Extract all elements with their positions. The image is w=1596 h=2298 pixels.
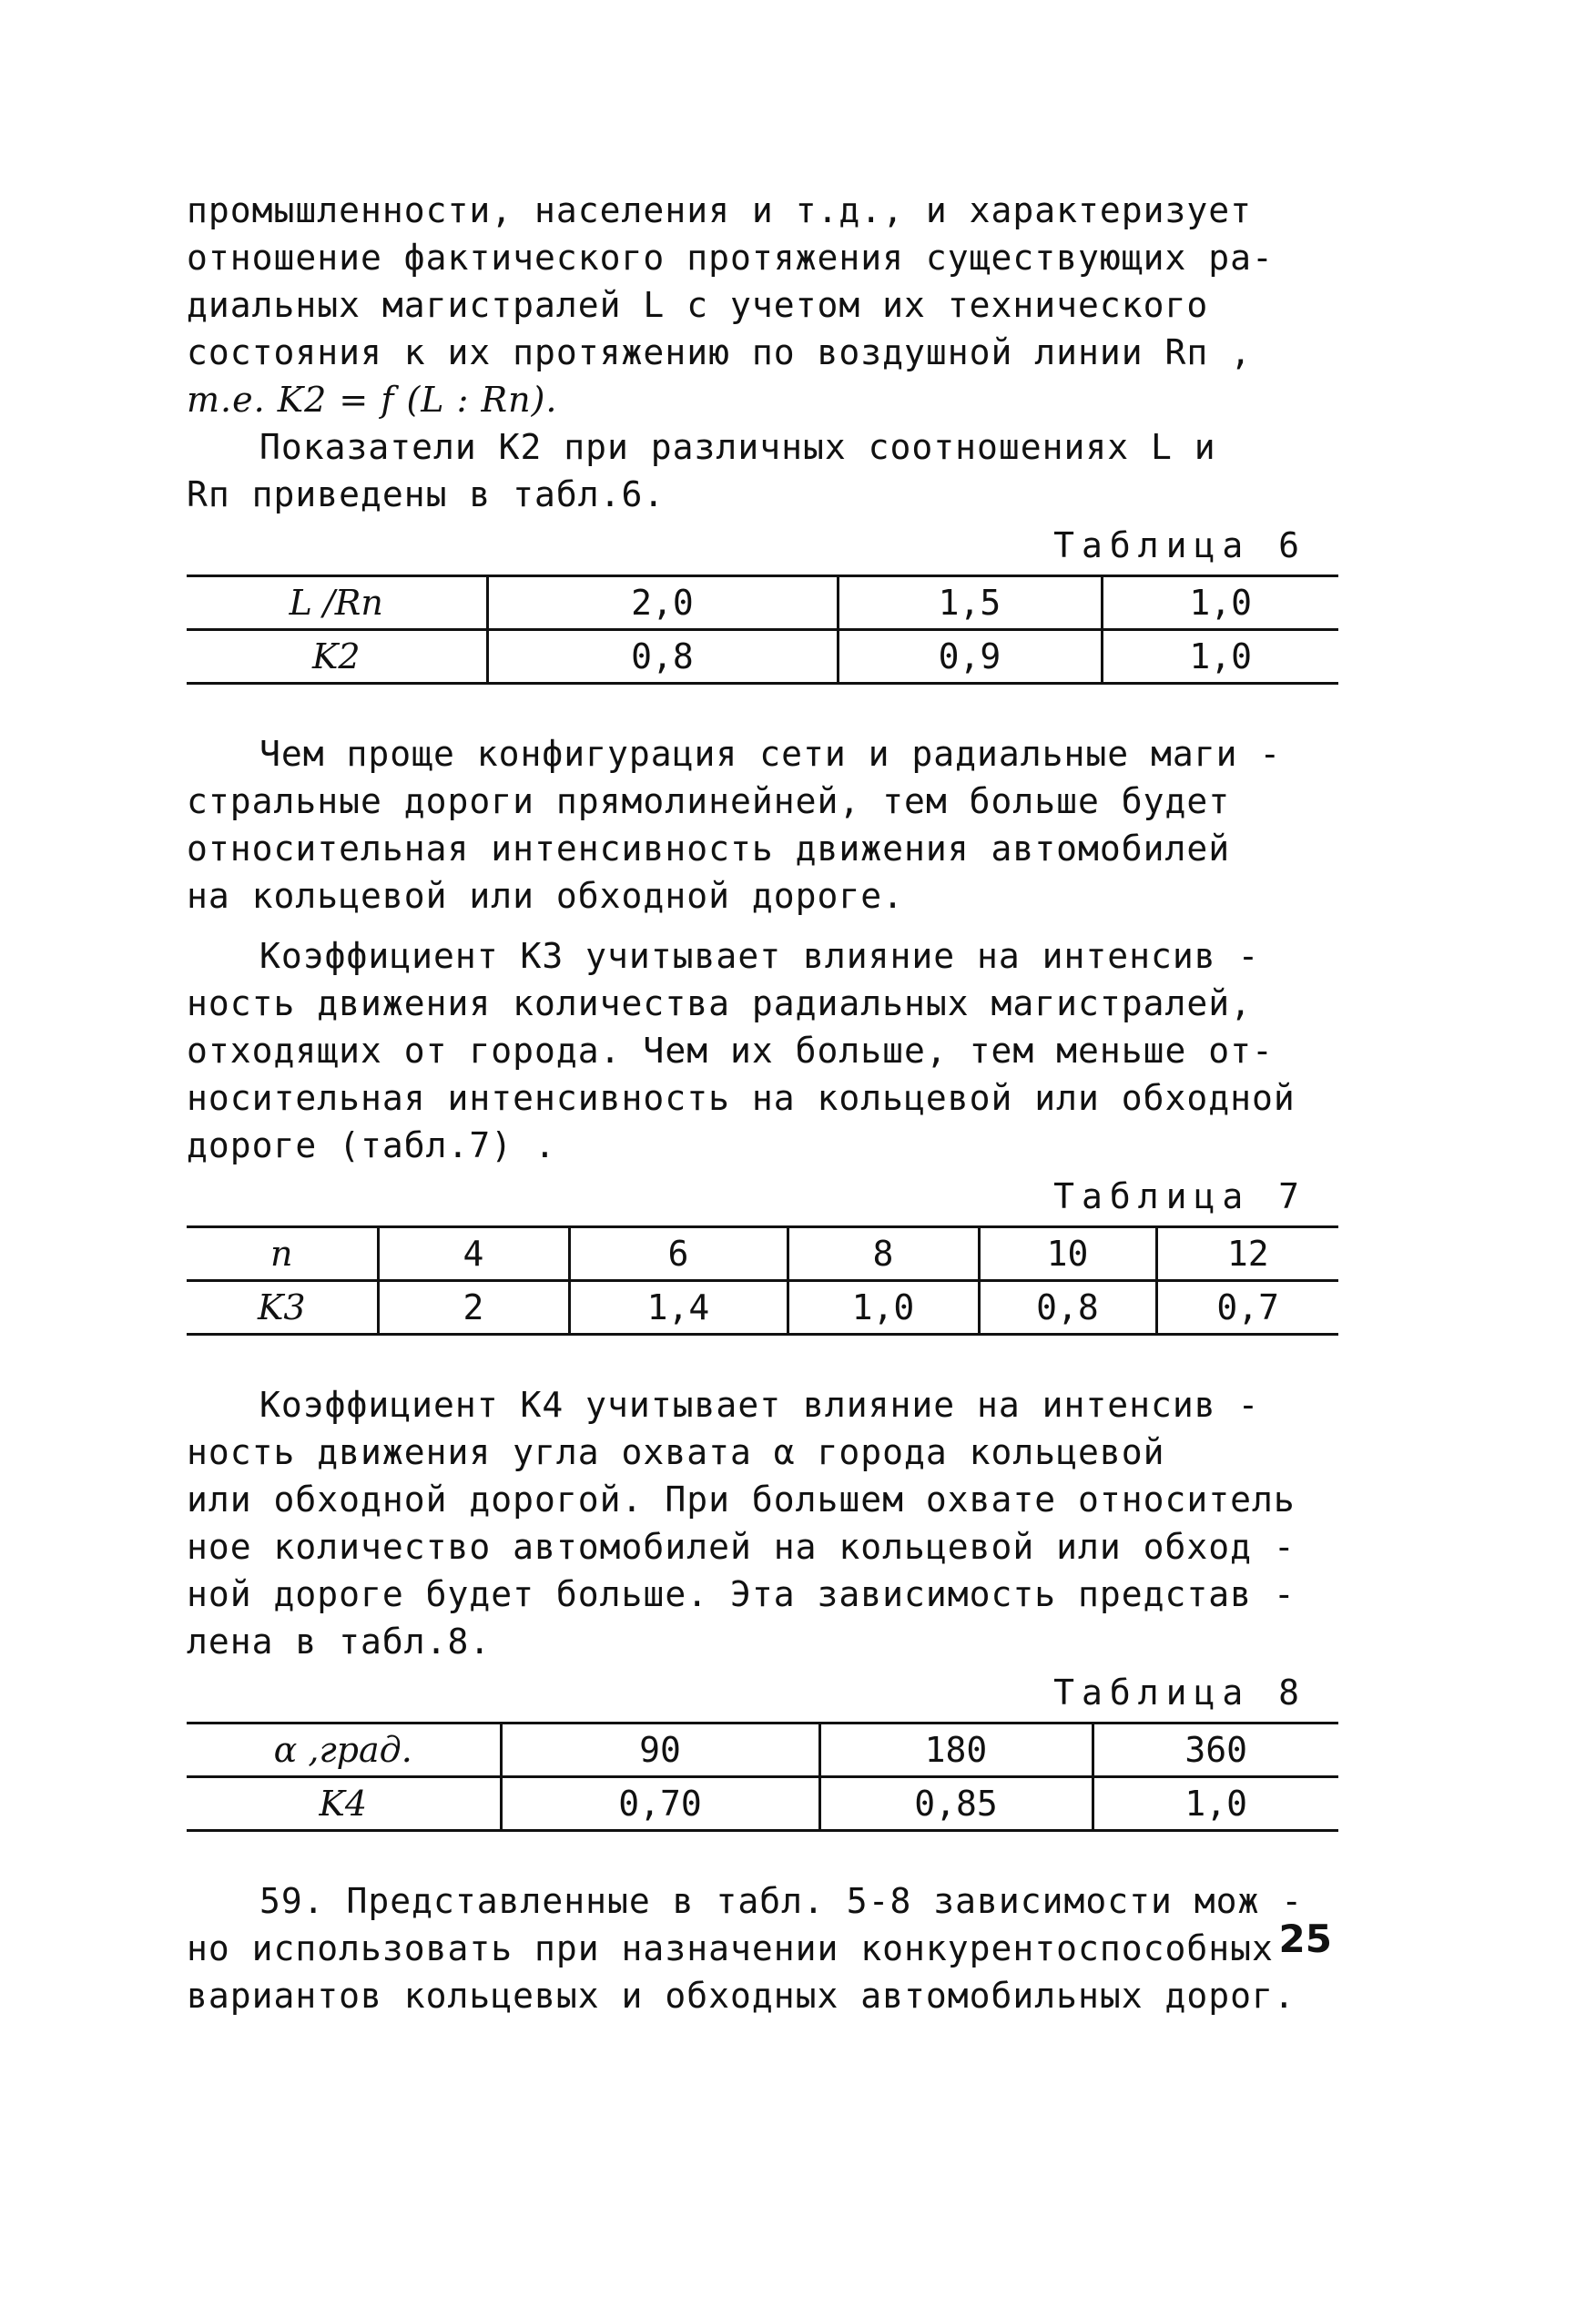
table-row xyxy=(187,630,1338,684)
text-line: Чем проще конфигурация сети и радиальные маги - xyxy=(259,734,1282,774)
table-cell: 4 xyxy=(378,1227,569,1281)
table-cell: 1,5 xyxy=(838,576,1102,630)
table-cell: 180 xyxy=(819,1724,1093,1777)
table-6 xyxy=(187,574,1338,685)
text-line: Rп приведены в табл.6. xyxy=(187,474,666,514)
table-cell: 90 xyxy=(501,1724,819,1777)
text-line: ное количество автомобилей на кольцевой или обход - xyxy=(187,1527,1296,1567)
paragraph-k3 xyxy=(187,932,1343,1169)
table-cell: 10 xyxy=(979,1227,1156,1281)
text-line: относительная интенсивность движения автомобилей xyxy=(187,829,1231,869)
table-row xyxy=(187,1724,1338,1777)
table-cell: 360 xyxy=(1093,1724,1338,1777)
text-line: носительная интенсивность на кольцевой или обходной xyxy=(187,1078,1296,1118)
page-number: 25 xyxy=(1278,1917,1332,1961)
text-line: ность движения угла охвата α города кольцевой xyxy=(187,1432,1165,1472)
paragraph-k4 xyxy=(187,1381,1343,1665)
table-cell: 8 xyxy=(788,1227,979,1281)
table-cell: L /Rп xyxy=(187,576,487,630)
table-7-caption: Таблица 7 xyxy=(1053,1176,1306,1216)
text-line: на кольцевой или обходной дороге. xyxy=(187,876,904,916)
text-line: 59. Представленные в табл. 5-8 зависимости мож - xyxy=(259,1881,1304,1921)
table-cell: 6 xyxy=(569,1227,788,1281)
table-8-caption: Таблица 8 xyxy=(1053,1673,1306,1713)
table-cell: K3 xyxy=(187,1281,378,1335)
table-cell: K4 xyxy=(187,1777,501,1831)
table-cell: 1,0 xyxy=(1102,630,1338,684)
table-cell: 0,7 xyxy=(1156,1281,1338,1335)
text-line: промышленности, населения и т.д., и характеризует xyxy=(187,190,1253,230)
text-line: отходящих от города. Чем их больше, тем меньше от- xyxy=(187,1031,1274,1071)
table-cell: 1,4 xyxy=(569,1281,788,1335)
table-row xyxy=(187,1777,1338,1831)
text-line: Показатели K2 при различных соотношениях L и xyxy=(259,427,1216,467)
table-cell: 1,0 xyxy=(1102,576,1338,630)
table-cell: 0,9 xyxy=(838,630,1102,684)
table-cell: α ,град. xyxy=(187,1724,501,1777)
document-page xyxy=(187,187,1343,2019)
paragraph-configuration xyxy=(187,730,1343,920)
table-cell: 1,0 xyxy=(1093,1777,1338,1831)
formula-line: т.е. K2 = f (L : Rп). xyxy=(187,380,558,420)
table-8 xyxy=(187,1722,1338,1832)
table-7 xyxy=(187,1225,1338,1336)
text-line: отношение фактического протяжения существующих ра- xyxy=(187,238,1274,278)
paragraph-k2-reference xyxy=(187,423,1343,518)
table-cell: 0,8 xyxy=(979,1281,1156,1335)
table-cell: 2 xyxy=(378,1281,569,1335)
table-cell: 0,85 xyxy=(819,1777,1093,1831)
table-row xyxy=(187,1227,1338,1281)
text-line: Коэффициент K3 учитывает влияние на интенсив - xyxy=(259,936,1260,976)
text-line: ность движения количества радиальных магистралей, xyxy=(187,983,1253,1023)
paragraph-k2-definition xyxy=(187,187,1343,423)
text-line: но использовать при назначении конкурентоспособных xyxy=(187,1928,1274,1968)
text-line: лена в табл.8. xyxy=(187,1622,492,1662)
table-cell: 2,0 xyxy=(487,576,838,630)
text-line: дороге (табл.7) . xyxy=(187,1125,556,1165)
table-6-caption: Таблица 6 xyxy=(1053,525,1306,565)
table-cell: 0,70 xyxy=(501,1777,819,1831)
text-line: Коэффициент K4 учитывает влияние на интенсив - xyxy=(259,1385,1260,1425)
paragraph-59 xyxy=(187,1877,1343,2019)
table-cell: 0,8 xyxy=(487,630,838,684)
table-row xyxy=(187,1281,1338,1335)
table-cell: 1,0 xyxy=(788,1281,979,1335)
table-cell: 12 xyxy=(1156,1227,1338,1281)
text-line: ной дороге будет больше. Эта зависимость представ - xyxy=(187,1574,1296,1614)
text-line: стральные дороги прямолинейней, тем больше будет xyxy=(187,781,1231,821)
text-line: или обходной дорогой. При большем охвате относитель xyxy=(187,1479,1296,1520)
table-cell: n xyxy=(187,1227,378,1281)
table-row xyxy=(187,576,1338,630)
table-cell: K2 xyxy=(187,630,487,684)
text-line: вариантов кольцевых и обходных автомобильных дорог. xyxy=(187,1976,1296,2016)
text-line: диальных магистралей L с учетом их технического xyxy=(187,285,1209,325)
text-line: состояния к их протяжению по воздушной линии Rп , xyxy=(187,332,1253,372)
